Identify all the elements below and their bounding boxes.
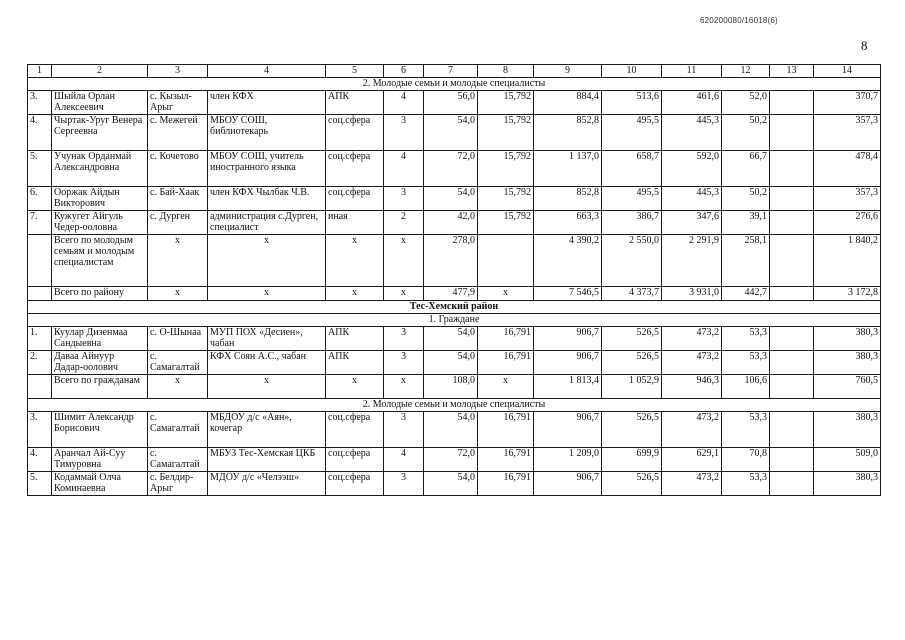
col-13 [770,327,814,351]
budget-local: 70,8 [722,448,770,472]
col-header: 6 [384,65,424,78]
own-funds: 276,6 [814,211,881,235]
budget-rb: 526,5 [602,472,662,496]
row-number: 3. [28,91,52,115]
settlement: с. Самагалтай [148,448,208,472]
col-header: 5 [326,65,384,78]
table-row [28,211,881,235]
workplace: КФХ Соян А.С., чабан [208,351,326,375]
col-header: 9 [534,65,602,78]
col-13 [770,211,814,235]
col-header: 10 [602,65,662,78]
workplace: администрация с.Дурген, специалист [208,211,326,235]
section-title: 2. Молодые семьи и молодые специалисты [28,399,881,412]
cost: 1 209,0 [534,448,602,472]
row-number [28,375,52,399]
family-size: х [384,235,424,287]
price: 15,792 [478,91,534,115]
table-row [28,91,881,115]
price: х [478,287,534,301]
col-13 [770,351,814,375]
price: х [478,375,534,399]
sector: иная [326,211,384,235]
table-row [28,448,881,472]
own-funds: 509,0 [814,448,881,472]
table-body [28,65,881,496]
person-name: Учунак Орданмай Александровна [52,151,148,187]
workplace: х [208,287,326,301]
price [478,235,534,287]
col-13 [770,235,814,287]
workplace: х [208,235,326,287]
settlement: с. Межегей [148,115,208,151]
workplace: МБДОУ д/с «Аян», кочегар [208,412,326,448]
budget-local: 52,0 [722,91,770,115]
budget-fb: 592,0 [662,151,722,187]
section-header-row [28,314,881,327]
table-row [28,412,881,448]
col-header: 4 [208,65,326,78]
row-number: 7. [28,211,52,235]
settlement: с. Белдир-Арыг [148,472,208,496]
page-number: 8 [861,38,868,53]
area: 54,0 [424,327,478,351]
budget-fb: 473,2 [662,327,722,351]
settlement: с. О-Шынаа [148,327,208,351]
workplace: х [208,375,326,399]
area: 54,0 [424,351,478,375]
family-size: х [384,287,424,301]
workplace: член КФХ [208,91,326,115]
settlement: х [148,375,208,399]
own-funds: 357,3 [814,115,881,151]
family-size: 4 [384,151,424,187]
budget-rb: 526,5 [602,412,662,448]
budget-local: 53,3 [722,412,770,448]
cost: 906,7 [534,327,602,351]
cost: 884,4 [534,91,602,115]
own-funds: 760,5 [814,375,881,399]
budget-rb: 526,5 [602,351,662,375]
workplace: МБУЗ Тес-Хемская ЦКБ [208,448,326,472]
budget-fb: 473,2 [662,351,722,375]
family-size: 4 [384,448,424,472]
settlement: х [148,287,208,301]
own-funds: 380,3 [814,351,881,375]
budget-fb: 445,3 [662,115,722,151]
area: 42,0 [424,211,478,235]
table-row [28,375,881,399]
sector: соц.сфера [326,412,384,448]
table-row [28,235,881,287]
area: 54,0 [424,472,478,496]
workplace: МДОУ д/с «Челээш» [208,472,326,496]
col-13 [770,472,814,496]
person-name: Кужугет Айгуль Чедер-ооловна [52,211,148,235]
price: 15,792 [478,187,534,211]
own-funds: 380,3 [814,472,881,496]
budget-rb: 1 052,9 [602,375,662,399]
col-13 [770,187,814,211]
sector: соц.сфера [326,187,384,211]
area: 278,0 [424,235,478,287]
area: 56,0 [424,91,478,115]
data-table [27,64,881,496]
cost: 1 137,0 [534,151,602,187]
budget-fb: 473,2 [662,472,722,496]
cost: 906,7 [534,351,602,375]
budget-local: 53,3 [722,327,770,351]
col-header: 11 [662,65,722,78]
budget-local: 258,1 [722,235,770,287]
family-size: 4 [384,91,424,115]
area: 477,9 [424,287,478,301]
settlement: с. Самагалтай [148,351,208,375]
family-size: 3 [384,351,424,375]
col-13 [770,287,814,301]
area: 54,0 [424,187,478,211]
budget-local: 66,7 [722,151,770,187]
own-funds: 380,3 [814,327,881,351]
cost: 663,3 [534,211,602,235]
budget-local: 53,3 [722,351,770,375]
table-row [28,472,881,496]
area: 54,0 [424,412,478,448]
family-size: 3 [384,327,424,351]
cost: 1 813,4 [534,375,602,399]
settlement: с. Дурген [148,211,208,235]
column-number-row [28,65,881,78]
row-number: 6. [28,187,52,211]
budget-fb: 2 291,9 [662,235,722,287]
person-name: Ооржак Айдын Викторович [52,187,148,211]
sector: х [326,375,384,399]
workplace: МУП ПОХ «Десиен», чабан [208,327,326,351]
table-row [28,287,881,301]
person-name: Куулар Дизенмаа Сандыевна [52,327,148,351]
settlement: х [148,235,208,287]
sector: соц.сфера [326,115,384,151]
workplace: МБОУ СОШ, библиотекарь [208,115,326,151]
settlement: с. Кочетово [148,151,208,187]
section-header-row [28,399,881,412]
sector: соц.сфера [326,472,384,496]
col-header: 12 [722,65,770,78]
own-funds: 370,7 [814,91,881,115]
budget-rb: 699,9 [602,448,662,472]
family-size: 3 [384,472,424,496]
budget-fb: 946,3 [662,375,722,399]
person-name: Всего по району [52,287,148,301]
sector: х [326,235,384,287]
section-title: 2. Молодые семьи и молодые специалисты [28,78,881,91]
sector: соц.сфера [326,448,384,472]
person-name: Даваа Айнуур Дадар-оолович [52,351,148,375]
family-size: 2 [384,211,424,235]
budget-rb: 495,5 [602,115,662,151]
price: 16,791 [478,351,534,375]
district-header-row [28,301,881,314]
family-size: 3 [384,187,424,211]
budget-local: 106,6 [722,375,770,399]
person-name: Всего по гражданам [52,375,148,399]
budget-local: 50,2 [722,115,770,151]
person-name: Шимит Александр Борисович [52,412,148,448]
col-13 [770,115,814,151]
budget-rb: 386,7 [602,211,662,235]
table-row [28,187,881,211]
cost: 906,7 [534,412,602,448]
area: 72,0 [424,151,478,187]
price: 16,791 [478,448,534,472]
col-header: 13 [770,65,814,78]
budget-fb: 347,6 [662,211,722,235]
col-header: 1 [28,65,52,78]
person-name: Всего по молодым семьям и молодым специалистам [52,235,148,287]
col-13 [770,151,814,187]
budget-local: 50,2 [722,187,770,211]
sector: АПК [326,91,384,115]
row-number: 5. [28,151,52,187]
cost: 906,7 [534,472,602,496]
col-header: 7 [424,65,478,78]
family-size: 3 [384,115,424,151]
section-title: 1. Граждане [28,314,881,327]
own-funds: 357,3 [814,187,881,211]
row-number [28,287,52,301]
area: 72,0 [424,448,478,472]
budget-rb: 2 550,0 [602,235,662,287]
family-size: х [384,375,424,399]
section-title: Тес-Хемский район [28,301,881,314]
row-number: 5. [28,472,52,496]
price: 16,791 [478,472,534,496]
budget-rb: 495,5 [602,187,662,211]
col-header: 8 [478,65,534,78]
table-row [28,151,881,187]
person-name: Чыртак-Уруг Венера Сергеевна [52,115,148,151]
sector: соц.сфера [326,151,384,187]
col-13 [770,412,814,448]
own-funds: 3 172,8 [814,287,881,301]
own-funds: 1 840,2 [814,235,881,287]
document-code: 620200080/16018(6) [700,16,778,25]
sector: х [326,287,384,301]
budget-fb: 629,1 [662,448,722,472]
budget-rb: 658,7 [602,151,662,187]
col-13 [770,91,814,115]
section-header-row [28,78,881,91]
row-number [28,235,52,287]
budget-local: 442,7 [722,287,770,301]
table-row [28,351,881,375]
settlement: с. Кызыл-Арыг [148,91,208,115]
budget-rb: 4 373,7 [602,287,662,301]
own-funds: 478,4 [814,151,881,187]
table-row [28,115,881,151]
sector: АПК [326,351,384,375]
budget-local: 39,1 [722,211,770,235]
sector: АПК [326,327,384,351]
workplace: МБОУ СОШ, учитель иностранного языка [208,151,326,187]
settlement: с. Бай-Хаак [148,187,208,211]
settlement: с. Самагалтай [148,412,208,448]
price: 16,791 [478,412,534,448]
budget-fb: 473,2 [662,412,722,448]
cost: 852,8 [534,187,602,211]
budget-fb: 461,6 [662,91,722,115]
family-size: 3 [384,412,424,448]
row-number: 3. [28,412,52,448]
price: 15,792 [478,211,534,235]
budget-fb: 445,3 [662,187,722,211]
row-number: 2. [28,351,52,375]
cost: 7 546,5 [534,287,602,301]
person-name: Кодаммай Олча Коминаевна [52,472,148,496]
area: 108,0 [424,375,478,399]
col-header: 3 [148,65,208,78]
col-13 [770,448,814,472]
workplace: член КФХ Чылбак Ч.В. [208,187,326,211]
col-13 [770,375,814,399]
col-header: 14 [814,65,881,78]
area: 54,0 [424,115,478,151]
budget-local: 53,3 [722,472,770,496]
row-number: 1. [28,327,52,351]
budget-fb: 3 931,0 [662,287,722,301]
person-name: Шыйла Орлан Алексеевич [52,91,148,115]
table-row [28,327,881,351]
row-number: 4. [28,115,52,151]
budget-rb: 526,5 [602,327,662,351]
cost: 4 390,2 [534,235,602,287]
price: 15,792 [478,115,534,151]
price: 16,791 [478,327,534,351]
price: 15,792 [478,151,534,187]
own-funds: 380,3 [814,412,881,448]
row-number: 4. [28,448,52,472]
col-header: 2 [52,65,148,78]
person-name: Аранчал Ай-Суу Тимуровна [52,448,148,472]
cost: 852,8 [534,115,602,151]
budget-rb: 513,6 [602,91,662,115]
